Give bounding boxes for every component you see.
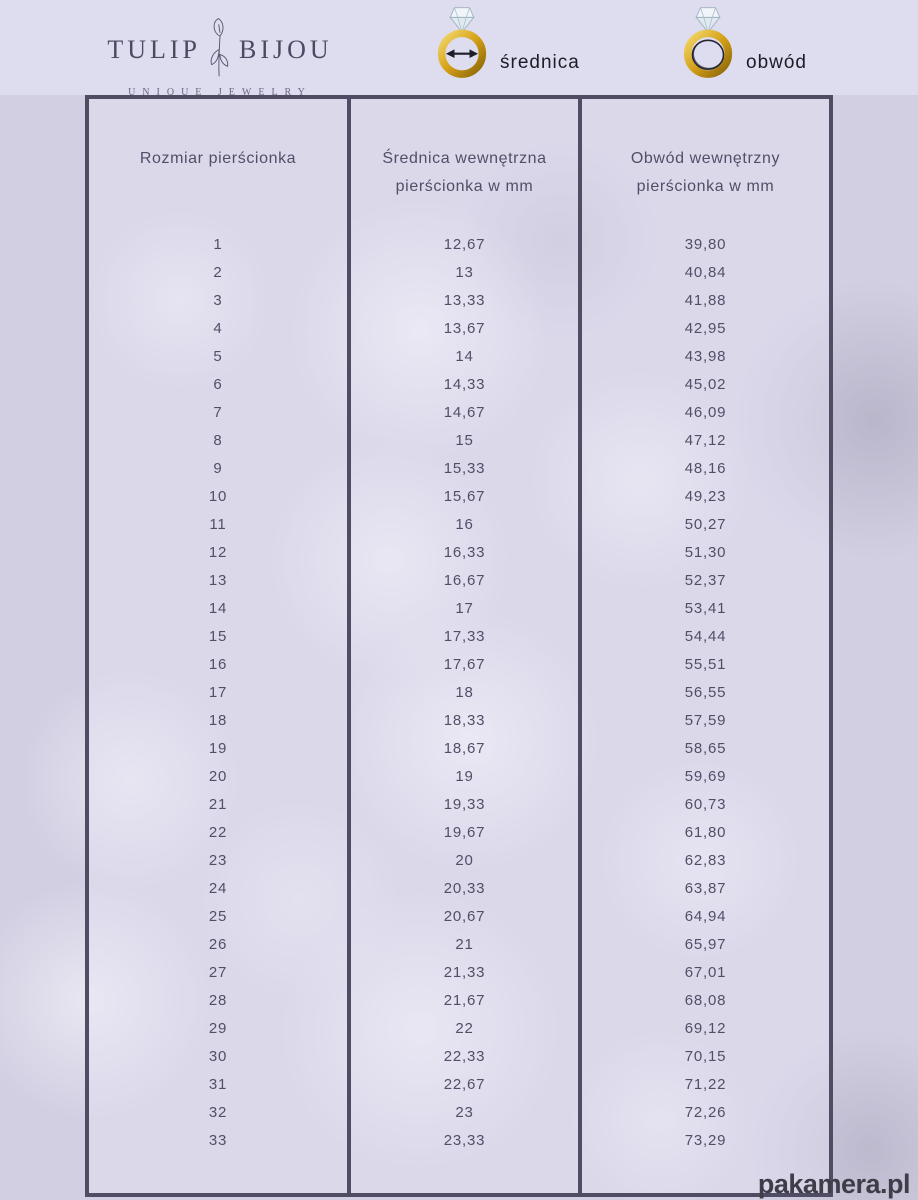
table-cell: 15 bbox=[208, 628, 228, 645]
table-cell: 57,59 bbox=[684, 712, 727, 729]
ring-circumference-icon bbox=[678, 2, 738, 89]
brand-tagline: UNIQUE JEWELRY bbox=[128, 87, 312, 98]
brand-word-right: BIJOU bbox=[239, 34, 333, 64]
table-cell: 42,95 bbox=[684, 320, 727, 337]
table-cell: 17 bbox=[455, 600, 474, 617]
table-cell: 29 bbox=[208, 1020, 228, 1037]
table-cell: 62,83 bbox=[684, 852, 727, 869]
table-cell: 2 bbox=[213, 264, 223, 281]
table-column-circumference bbox=[582, 99, 829, 1193]
column-header-size: Rozmiar pierścionka bbox=[139, 150, 297, 167]
table-cell: 10 bbox=[208, 488, 228, 505]
table-cell: 20,33 bbox=[443, 880, 486, 897]
table-cell: 22,33 bbox=[443, 1048, 486, 1065]
table-cell: 17,33 bbox=[443, 628, 486, 645]
table-cell: 19 bbox=[208, 740, 228, 757]
legend-circumference bbox=[678, 2, 807, 89]
table-cell: 30 bbox=[208, 1048, 228, 1065]
column-header-diameter: Średnica wewnętrzna pierścionka w mm bbox=[382, 150, 547, 195]
table-cell: 61,80 bbox=[684, 824, 727, 841]
table-cell: 68,08 bbox=[684, 992, 727, 1009]
table-cell: 14 bbox=[455, 348, 474, 365]
table-cell: 18,33 bbox=[443, 712, 486, 729]
table-cell: 8 bbox=[213, 432, 223, 449]
ring-diameter-icon bbox=[432, 2, 492, 89]
table-cell: 16 bbox=[455, 516, 474, 533]
table-cell: 27 bbox=[208, 964, 228, 981]
table-cell: 11 bbox=[209, 516, 227, 533]
table-cell: 15,33 bbox=[443, 460, 486, 477]
table-cell: 16 bbox=[208, 656, 228, 673]
table-cell: 18,67 bbox=[443, 740, 486, 757]
table-column-diameter bbox=[347, 99, 582, 1193]
brand-logo bbox=[107, 16, 333, 98]
table-cell: 21 bbox=[455, 936, 474, 953]
table-cell: 63,87 bbox=[684, 880, 727, 897]
legend-diameter bbox=[432, 2, 580, 89]
table-cell: 19 bbox=[455, 768, 474, 785]
table-cell: 45,02 bbox=[684, 376, 727, 393]
table-cell: 12,67 bbox=[443, 236, 486, 253]
table-cell: 20 bbox=[208, 768, 228, 785]
table-cell: 41,88 bbox=[684, 292, 727, 309]
table-cell: 13,33 bbox=[443, 292, 486, 309]
table-cell: 40,84 bbox=[684, 264, 727, 281]
table-cell: 14,67 bbox=[443, 404, 486, 421]
table-cell: 49,23 bbox=[684, 488, 727, 505]
table-cell: 4 bbox=[213, 320, 223, 337]
table-cell: 19,67 bbox=[443, 824, 486, 841]
table-cell: 58,65 bbox=[684, 740, 727, 757]
table-cell: 60,73 bbox=[684, 796, 727, 813]
table-cell: 17 bbox=[208, 684, 228, 701]
table-cell: 18 bbox=[455, 684, 474, 701]
table-cell: 5 bbox=[213, 348, 223, 365]
table-cell: 12 bbox=[208, 544, 228, 561]
table-cell: 21,67 bbox=[443, 992, 486, 1009]
watermark: pakamera.pl bbox=[757, 1169, 910, 1199]
table-cell: 70,15 bbox=[684, 1048, 727, 1065]
circumference-label: obwód bbox=[746, 51, 807, 73]
table-cell: 1 bbox=[213, 236, 223, 253]
diameter-label: średnica bbox=[500, 51, 580, 73]
table-cell: 15 bbox=[455, 432, 474, 449]
brand-word-left: TULIP bbox=[107, 34, 201, 64]
table-cell: 14 bbox=[208, 600, 228, 617]
table-cell: 71,22 bbox=[684, 1076, 727, 1093]
table-cell: 67,01 bbox=[684, 964, 727, 981]
table-cell: 55,51 bbox=[684, 656, 727, 673]
table-cell: 23,33 bbox=[443, 1132, 486, 1149]
table-cell: 21 bbox=[208, 796, 228, 813]
table-cell: 51,30 bbox=[684, 544, 727, 561]
table-cell: 7 bbox=[213, 404, 223, 421]
table-cell: 14,33 bbox=[443, 376, 486, 393]
table-cell: 59,69 bbox=[684, 768, 727, 785]
table-cell: 6 bbox=[213, 376, 223, 393]
table-cell: 17,67 bbox=[443, 656, 486, 673]
table-cell: 24 bbox=[208, 880, 228, 897]
column-header-circumference: Obwód wewnętrzny pierścionka w mm bbox=[630, 150, 781, 195]
table-cell: 9 bbox=[213, 460, 223, 477]
table-cell: 18 bbox=[208, 712, 228, 729]
table-cell: 23 bbox=[208, 852, 228, 869]
table-cell: 56,55 bbox=[684, 684, 727, 701]
table-cell: 3 bbox=[213, 292, 223, 309]
column-cells-diameter bbox=[351, 231, 578, 1155]
table-cell: 69,12 bbox=[684, 1020, 727, 1037]
table-cell: 31 bbox=[208, 1076, 228, 1093]
table-cell: 73,29 bbox=[684, 1132, 727, 1149]
table-cell: 26 bbox=[208, 936, 228, 953]
table-cell: 13 bbox=[208, 572, 228, 589]
table-cell: 64,94 bbox=[684, 908, 727, 925]
table-cell: 65,97 bbox=[684, 936, 727, 953]
ring-size-table bbox=[85, 95, 833, 1197]
table-cell: 33 bbox=[208, 1132, 228, 1149]
table-cell: 16,33 bbox=[443, 544, 486, 561]
table-cell: 47,12 bbox=[684, 432, 727, 449]
table-cell: 53,41 bbox=[684, 600, 727, 617]
table-cell: 50,27 bbox=[684, 516, 727, 533]
table-cell: 25 bbox=[208, 908, 228, 925]
table-cell: 48,16 bbox=[684, 460, 727, 477]
table-cell: 28 bbox=[208, 992, 228, 1009]
table-cell: 13 bbox=[455, 264, 474, 281]
table-cell: 72,26 bbox=[684, 1104, 727, 1121]
table-cell: 22,67 bbox=[443, 1076, 486, 1093]
table-cell: 32 bbox=[208, 1104, 228, 1121]
table-cell: 13,67 bbox=[443, 320, 486, 337]
table-cell: 16,67 bbox=[443, 572, 486, 589]
table-cell: 23 bbox=[455, 1104, 474, 1121]
table-cell: 43,98 bbox=[684, 348, 727, 365]
table-cell: 52,37 bbox=[684, 572, 727, 589]
column-cells-circumference bbox=[582, 231, 829, 1155]
table-cell: 20 bbox=[455, 852, 474, 869]
tulip-flower-icon bbox=[207, 16, 233, 83]
table-cell: 39,80 bbox=[684, 236, 727, 253]
table-cell: 22 bbox=[455, 1020, 474, 1037]
table-cell: 15,67 bbox=[443, 488, 486, 505]
table-cell: 46,09 bbox=[684, 404, 727, 421]
table-cell: 21,33 bbox=[443, 964, 486, 981]
table-cell: 54,44 bbox=[684, 628, 727, 645]
table-cell: 20,67 bbox=[443, 908, 486, 925]
table-cell: 19,33 bbox=[443, 796, 486, 813]
table-column-size bbox=[89, 99, 347, 1193]
column-cells-size bbox=[89, 231, 347, 1155]
table-cell: 22 bbox=[208, 824, 228, 841]
